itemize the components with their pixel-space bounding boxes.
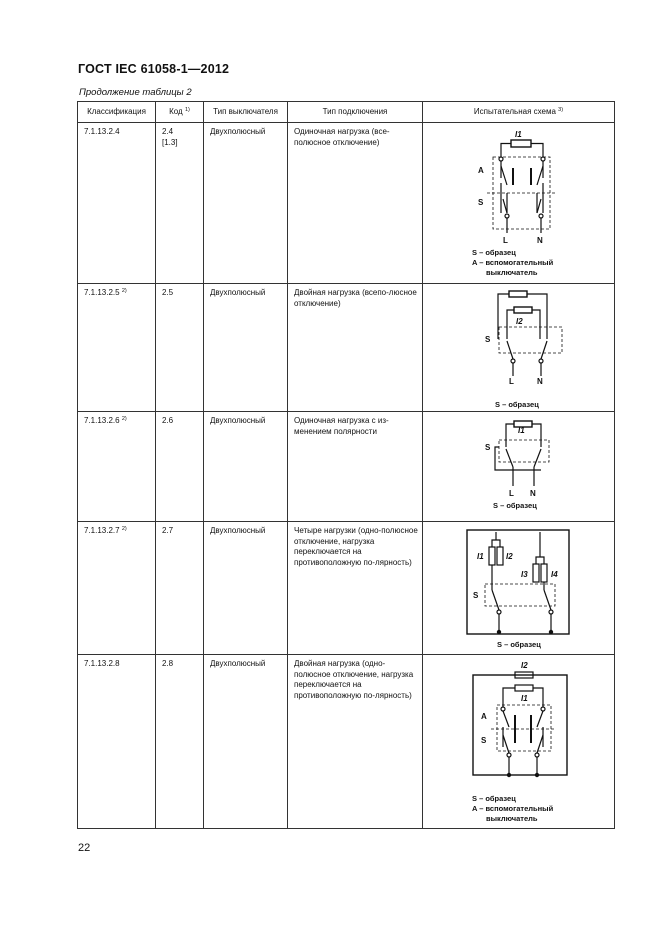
- test-scheme-cell: [423, 655, 615, 829]
- header-switch-type: Тип выключателя: [204, 102, 288, 123]
- code-cell: 2.4 [1.3]: [156, 123, 204, 284]
- svg-text:S – образец: S – образец: [472, 794, 516, 803]
- switch-type-cell: Двухполюсный: [204, 284, 288, 412]
- svg-text:N: N: [537, 377, 543, 386]
- svg-text:I1: I1: [515, 130, 522, 139]
- svg-text:I1: I1: [521, 694, 528, 703]
- connection-cell: Одиночная нагрузка (все-полюсное отключение): [288, 123, 423, 284]
- svg-text:L: L: [503, 236, 508, 245]
- classification-table: [77, 101, 615, 829]
- svg-text:S – образец: S – образец: [497, 640, 541, 649]
- test-circuit-diagram: [423, 123, 615, 283]
- switch-type-cell: Двухполюсный: [204, 522, 288, 655]
- connection-cell: Одиночная нагрузка с из-менением полярности: [288, 412, 423, 522]
- test-circuit-diagram: [423, 522, 615, 654]
- document-title: ГОСТ IEC 61058-1—2012: [78, 62, 230, 76]
- switch-type-cell: Двухполюсный: [204, 412, 288, 522]
- connection-cell: Двойная нагрузка (всепо-люсное отключение): [288, 284, 423, 412]
- table-row: [78, 284, 615, 412]
- svg-text:I4: I4: [551, 570, 558, 579]
- svg-text:L: L: [509, 489, 514, 498]
- code-cell: 2.7: [156, 522, 204, 655]
- svg-text:L: L: [509, 377, 514, 386]
- svg-text:N: N: [530, 489, 536, 498]
- classification-cell: 7.1.13.2.8: [78, 655, 156, 829]
- test-circuit-diagram: [423, 655, 615, 828]
- svg-text:I3: I3: [521, 570, 528, 579]
- code-cell: 2.8: [156, 655, 204, 829]
- svg-text:I1: I1: [518, 426, 525, 435]
- test-circuit-diagram: [423, 284, 615, 411]
- svg-text:S – образец: S – образец: [493, 501, 537, 510]
- test-scheme-cell: [423, 412, 615, 522]
- svg-text:A: A: [481, 712, 487, 721]
- svg-text:S: S: [481, 736, 487, 745]
- switch-type-cell: Двухполюсный: [204, 655, 288, 829]
- svg-text:I2: I2: [521, 661, 528, 670]
- test-circuit-diagram: [423, 412, 615, 521]
- table-continuation-caption: Продолжение таблицы 2: [79, 87, 192, 98]
- svg-text:I1: I1: [477, 552, 484, 561]
- code-cell: 2.5: [156, 284, 204, 412]
- classification-cell: 7.1.13.2.4: [78, 123, 156, 284]
- svg-text:A: A: [478, 166, 484, 175]
- test-scheme-cell: [423, 522, 615, 655]
- svg-text:S – образец: S – образец: [472, 248, 516, 257]
- header-classification: Классификация: [78, 102, 156, 123]
- header-code: Код $^{1)}$: [156, 102, 204, 123]
- svg-text:I2: I2: [516, 317, 523, 326]
- page-number: 22: [78, 842, 91, 854]
- svg-text:S – образец: S – образец: [495, 400, 539, 409]
- test-scheme-cell: [423, 284, 615, 412]
- connection-cell: Двойная нагрузка (одно-полюсное отключение, нагрузка переключается на противоположную по-лярность): [288, 655, 423, 829]
- header-connection-type: Тип подключения: [288, 102, 423, 123]
- svg-text:S: S: [485, 335, 491, 344]
- svg-text:S: S: [485, 443, 491, 452]
- table-header-row: [78, 102, 615, 123]
- table-row: [78, 522, 615, 655]
- svg-text:выключатель: выключатель: [486, 268, 538, 277]
- svg-text:выключатель: выключатель: [486, 814, 538, 823]
- table-row: [78, 123, 615, 284]
- header-test-scheme: Испытательная схема $^{3)}$: [423, 102, 615, 123]
- test-scheme-cell: [423, 123, 615, 284]
- table-row: [78, 412, 615, 522]
- classification-cell: 7.1.13.2.7 $^{2)}$: [78, 522, 156, 655]
- switch-type-cell: Двухполюсный: [204, 123, 288, 284]
- svg-text:N: N: [537, 236, 543, 245]
- table-row: [78, 655, 615, 829]
- classification-cell: 7.1.13.2.5 $^{2)}$: [78, 284, 156, 412]
- connection-cell: Четыре нагрузки (одно-полюсное отключение, нагрузка переключается на противоположную по-лярность): [288, 522, 423, 655]
- svg-text:A – вспомогательный: A – вспомогательный: [472, 258, 554, 267]
- classification-cell: 7.1.13.2.6 $^{2)}$: [78, 412, 156, 522]
- svg-text:A – вспомогательный: A – вспомогательный: [472, 804, 554, 813]
- code-cell: 2.6: [156, 412, 204, 522]
- svg-text:I2: I2: [506, 552, 513, 561]
- svg-text:S: S: [473, 591, 479, 600]
- svg-text:S: S: [478, 198, 484, 207]
